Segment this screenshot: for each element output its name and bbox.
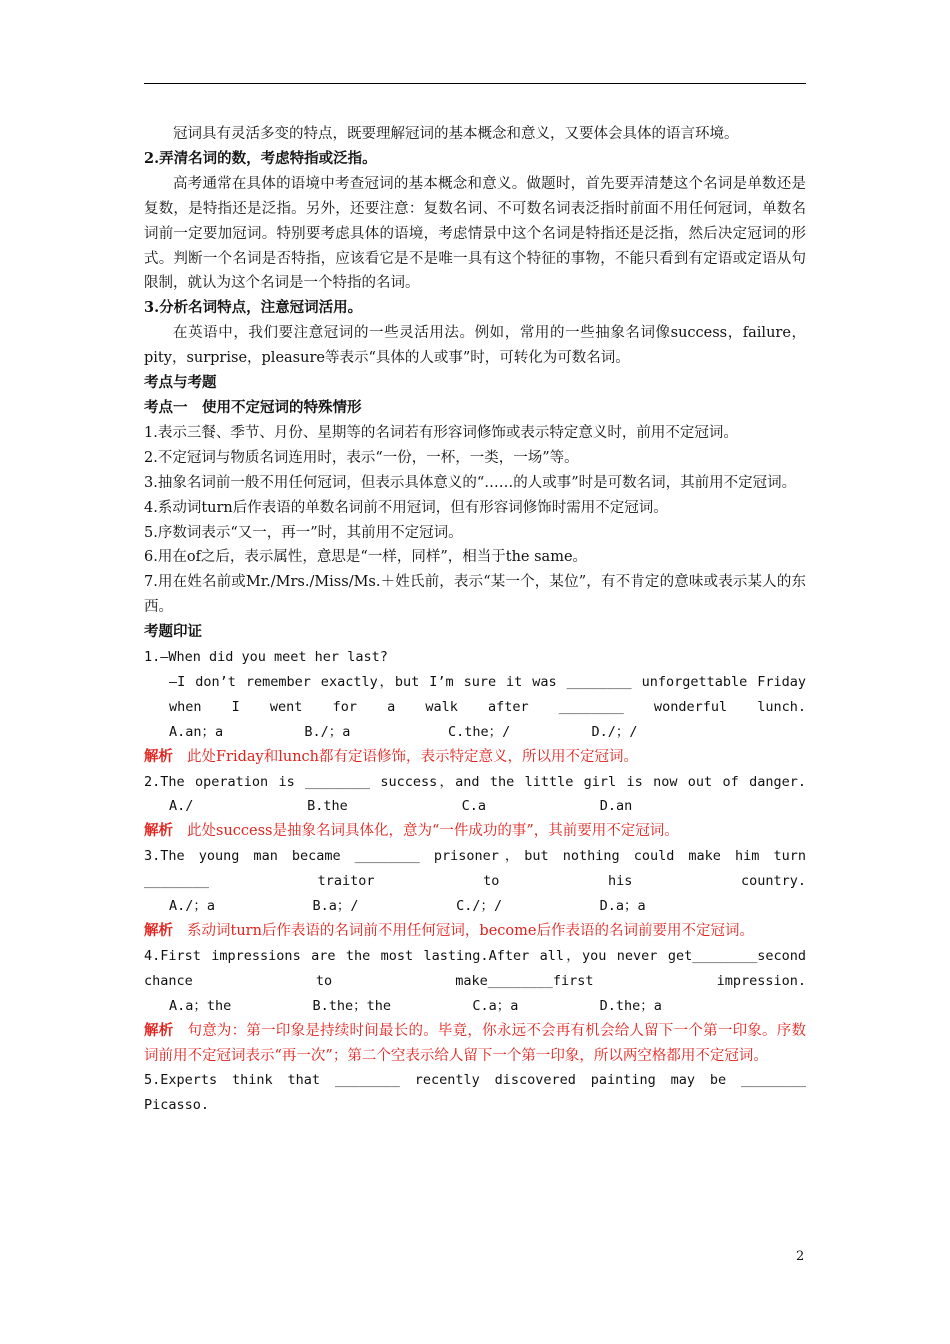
examples-heading: 考题印证: [144, 623, 202, 641]
question-2-options: A./ B.the C.a D.an: [169, 798, 633, 815]
rule-3: 3.抽象名词前一般不用任何冠词，但表示具体意义的“……的人或事”时是可数名词，其前用不定冠词。: [144, 474, 797, 491]
rule-4: 4.系动词turn后作表语的单数名词前不用冠词，但有形容词修饰时需用不定冠词。: [144, 499, 668, 516]
question-3-options: A./；a B.a；/ C./；/ D.a；a: [169, 898, 646, 915]
answer-4: [144, 1019, 806, 1069]
rule-1: 1.表示三餐、季节、月份、星期等的名词若有形容词修饰或表示特定意义时，前用不定冠词。: [144, 424, 738, 441]
header-rule: [144, 83, 806, 84]
question-4: 4.First impressions are the most lasting.After all，you never get________second chance to make________first impression.: [144, 947, 806, 989]
rule-5: 5.序数词表示“又一，再一”时，其前用不定冠词。: [144, 524, 463, 541]
kaodian-heading: 考点一 使用不定冠词的特殊情形: [144, 398, 362, 416]
intro-paragraph: 冠词具有灵活多变的特点，既要理解冠词的基本概念和意义，又要体会具体的语言环境。: [173, 126, 739, 142]
paragraph-2: 高考通常在具体的语境中考查冠词的基本概念和意义。做题时，首先要弄清楚这个名词是单数还是复数，是特指还是泛指。另外，还要注意：复数名词、不可数名词表泛指时前面不用任何冠词，单数名词前一定要加冠词。特别要考虑具体的语境，考虑情景中这个名词是特指还是泛指，然后决定冠词的形式。判断一个名词是否特指，应该看它是不是唯一具有这个特征的事物，不能只看到有定语或定语从句限制，就认为这个名词是一个特指的名词。: [144, 175, 806, 292]
answer-3: [144, 919, 806, 944]
question-5: 5.Experts think that ________ recently discovered painting may be ________ Picasso.: [144, 1072, 806, 1114]
rule-7: 7.用在姓名前或Mr./Mrs./Miss/Ms.＋姓氏前，表示“某一个，某位”，有不肯定的意味或表示某人的东西。: [144, 574, 806, 616]
paragraph-3: 在英语中，我们要注意冠词的一些灵活用法。例如，常用的一些抽象名词像success，failure，pity，surprise，pleasure等表示“具体的人或事”时，可转化为可数名词。: [144, 325, 806, 367]
answer-1: [144, 745, 806, 770]
answer-tag: 解析: [144, 822, 173, 840]
answer-tag: 解析: [144, 922, 173, 939]
heading-2: 2.弄清名词的数，考虑特指或泛指。: [144, 149, 377, 167]
answer-2: [144, 819, 806, 844]
page-number: 2: [796, 1249, 805, 1264]
answer-tag: 解析: [144, 747, 173, 765]
section-heading: 考点与考题: [144, 374, 217, 392]
answer-tag: 解析: [144, 1021, 174, 1039]
answer-1-text: 此处Friday和lunch都有定语修饰，表示特定意义，所以用不定冠词。: [187, 748, 639, 765]
question-4-options: A.a；the B.the；the C.a；a D.the；a: [169, 997, 662, 1014]
answer-2-text: 此处success是抽象名词具体化，意为“一件成功的事”，其前要用不定冠词。: [187, 823, 679, 840]
heading-3: 3.分析名词特点，注意冠词活用。: [144, 299, 363, 317]
page-content: [144, 122, 806, 1118]
rule-6: 6.用在of之后，表示属性，意思是“一样，同样”，相当于the same。: [144, 549, 588, 566]
rule-2: 2.不定冠词与物质名词连用时，表示“一份，一杯，一类，一场”等。: [144, 449, 579, 466]
answer-4-text: 句意为：第一印象是持续时间最长的。毕竟，你永远不会再有机会给人留下一个第一印象。序数词前用不定冠词表示“再一次”；第二个空表示给人留下一个第一印象，所以两空格都用不定冠词。: [144, 1022, 806, 1064]
question-1-options: A.an；a B./；a C.the；/ D./；/: [169, 723, 638, 740]
answer-3-text: 系动词turn后作表语的名词前不用任何冠词，become后作表语的名词前要用不定冠词。: [187, 923, 754, 939]
question-1-line-1: 1.—When did you meet her last?: [144, 649, 388, 666]
question-1-line-2: —I don’t remember exactly，but I’m sure it was ________ unforgettable Friday when I went for a walk after ________ wonderful lunch.: [169, 673, 806, 715]
question-2: 2.The operation is ________ success，and the little girl is now out of danger.: [144, 773, 806, 790]
question-3: 3.The young man became ________ prisoner，but nothing could make him turn ________ traitor to his country.: [144, 848, 806, 890]
